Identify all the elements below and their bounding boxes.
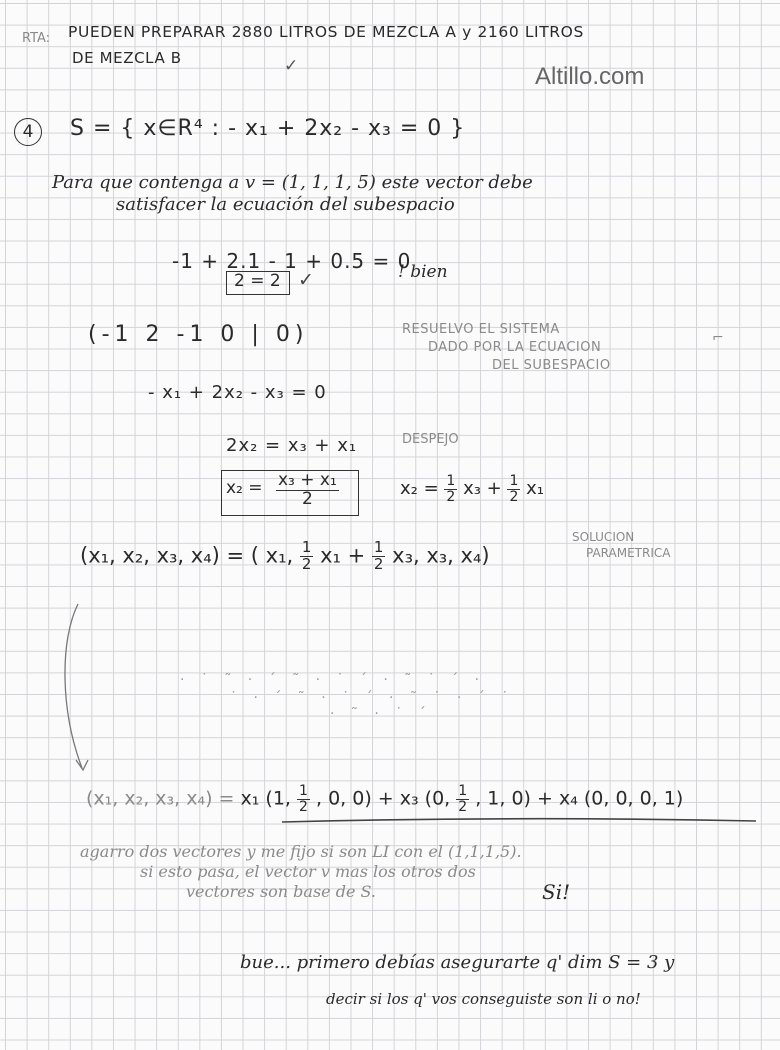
problem-number: 4 <box>14 118 42 146</box>
decomposition-term2-post: , 1, 0) + <box>475 787 553 810</box>
isolation-step: 2x₂ = x₃ + x₁ <box>226 435 358 456</box>
decomposition-underline <box>280 814 760 828</box>
decomposition-term3: x₄ (0, 0, 0, 1) <box>558 787 684 810</box>
watermark-logo: Altillo.com <box>535 63 645 90</box>
erased-smudge: ˙ · ´ ˜ · ˙ ´ · ˜ ˙ · ´ ˙ <box>230 690 515 706</box>
note-bien: ! bien <box>398 262 448 282</box>
parametric-note-line-2: PARAMETRICA <box>586 546 671 560</box>
vector-decomposition <box>86 784 683 814</box>
alt-frac1-num: 1 <box>446 473 456 489</box>
decomposition-frac2-den: 2 <box>458 798 468 815</box>
erased-smudge: · ˜ · ˙ ´ <box>330 706 432 722</box>
alt-frac1-den: 2 <box>446 488 456 505</box>
system-note-line-1: RESUELVO EL SISTEMA <box>402 322 560 337</box>
boxed-lhs: x₂ = <box>226 478 263 498</box>
parametric-middle: x₁ + <box>320 543 366 568</box>
alt-lhs: x₂ = <box>400 478 439 500</box>
corrector-si: Si! <box>542 880 571 904</box>
faint-note-line-3: vectores son base de S. <box>186 882 376 901</box>
erased-smudge: · ˙ ˜ · ´ ˜ · ˙ ´ · ˜ ˙ ´ · <box>180 672 486 688</box>
faint-note-line-1: agarro dos vectores y me fijo si son LI con el (1,1,1,5). <box>80 842 522 861</box>
corrector-line-2: decir si los q' vos conseguiste son li o no! <box>326 990 641 1008</box>
parametric-frac2-num: 1 <box>373 538 384 556</box>
parametric-frac1-den: 2 <box>301 554 312 573</box>
rta-prefix: RTA: <box>22 31 51 46</box>
alt-expression <box>400 474 544 504</box>
alt-term2-var: x₁ <box>526 478 544 500</box>
subspace-equation: - x₁ + 2x₂ - x₃ = 0 <box>148 382 327 403</box>
answer-check-mark: ✓ <box>284 56 299 76</box>
result-check-mark: ✓ <box>298 269 314 291</box>
system-note-line-2: DADO POR LA ECUACION <box>428 340 602 355</box>
decomposition-frac2-num: 1 <box>458 783 468 799</box>
decomposition-term2-pre: x₃ (0, <box>399 787 451 810</box>
substitution: -1 + 2.1 - 1 + 0.5 = 0 <box>172 249 412 273</box>
alt-frac2-den: 2 <box>509 488 519 505</box>
boxed-fraction <box>276 472 339 509</box>
curved-arrow <box>56 600 96 780</box>
statement-line-2: satisfacer la ecuación del subespacio <box>116 194 455 215</box>
parametric-note-line-1: SOLUCION <box>572 530 635 544</box>
faint-note-line-2: si esto pasa, el vector v mas los otros dos <box>140 862 476 881</box>
boxed-denominator: 2 <box>301 488 313 509</box>
decomposition-frac1-den: 2 <box>299 798 308 815</box>
alt-frac2-num: 1 <box>509 473 519 489</box>
decomposition-lhs: (x₁, x₂, x₃, x₄) = <box>86 787 235 810</box>
answer-line-2: DE MEZCLA B <box>72 49 182 67</box>
parametric-lhs: (x₁, x₂, x₃, x₄) = ( x₁, <box>80 543 294 568</box>
parametric-frac2-den: 2 <box>373 554 384 573</box>
parametric-frac1-num: 1 <box>301 538 312 556</box>
parametric-solution <box>80 540 490 573</box>
boxed-numerator: x₃ + x₁ <box>278 470 337 490</box>
system-note-line-3: DEL SUBESPACIO <box>492 358 611 373</box>
decomposition-frac1-num: 1 <box>299 783 308 799</box>
corrector-line-1: bue... primero debías asegurarte q' dim S = 3 y <box>240 952 675 973</box>
decomposition-term1-post: , 0, 0) + <box>315 787 394 810</box>
answer-line-1: PUEDEN PREPARAR 2880 LITROS DE MEZCLA A y 2160 LITROS <box>68 23 584 41</box>
equality-result: 2 = 2 <box>234 271 281 291</box>
despejo-note: DESPEJO <box>402 432 459 447</box>
margin-dash: ⌐ <box>712 330 724 346</box>
set-definition: S = { x∈R⁴ : - x₁ + 2x₂ - x₃ = 0 } <box>70 116 466 141</box>
alt-term1-var: x₃ + <box>463 478 502 500</box>
statement-line-1: Para que contenga a v = (1, 1, 1, 5) este vector debe <box>52 172 533 193</box>
parametric-rhs: x₃, x₃, x₄) <box>392 543 490 568</box>
decomposition-term1-pre: x₁ (1, <box>240 787 291 810</box>
augmented-matrix: (-1 2 -1 0 | 0) <box>88 322 309 347</box>
